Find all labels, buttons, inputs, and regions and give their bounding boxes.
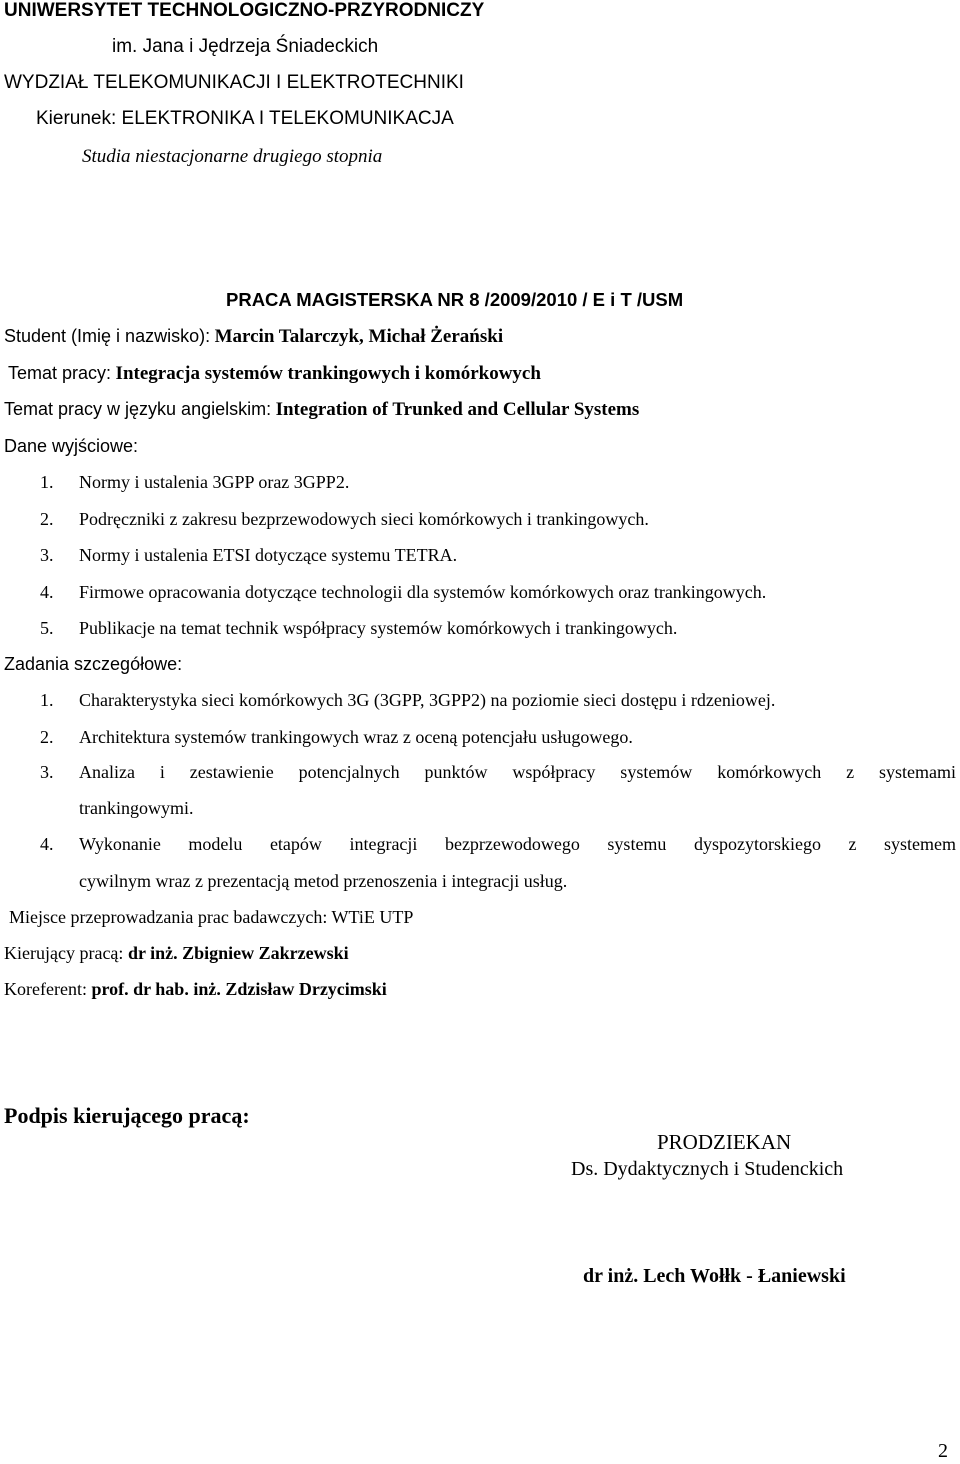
input-item-number: 4. (40, 582, 54, 602)
input-item-number: 2. (40, 509, 54, 529)
supervisor-label: Kierujący pracą: (4, 943, 124, 963)
task-item-text: Wykonanie modelu etapów integracji bezprzewodowego systemu dyspozytorskiego z systemem (79, 834, 956, 854)
topic-en-label: Temat pracy w języku angielskim: (4, 399, 272, 419)
student-names: Marcin Talarczyk, Michał Żerański (214, 326, 504, 347)
task-item-continuation: trankingowymi. (79, 798, 194, 818)
field-of-study: Kierunek: ELEKTRONIKA I TELEKOMUNIKACJA (36, 108, 454, 129)
thesis-number: PRACA MAGISTERSKA NR 8 /2009/2010 / E i T /USM (226, 289, 684, 310)
supervisor-name: dr inż. Zbigniew Zakrzewski (127, 943, 349, 963)
page-number: 2 (938, 1440, 948, 1462)
input-item-number: 3. (40, 545, 54, 565)
dean-name: dr inż. Lech Wołłk - Łaniewski (583, 1265, 846, 1287)
student-label: Student (Imię i nazwisko): (4, 326, 211, 346)
input-item-text: Publikacje na temat technik współpracy systemów komórkowych i trankingowych. (79, 618, 678, 638)
reviewer-label: Koreferent: (4, 979, 87, 999)
dean-subtitle: Ds. Dydaktycznych i Studenckich (571, 1158, 844, 1180)
topic-value: Integracja systemów trankingowych i komórkowych (115, 363, 541, 384)
supervisor-line (4, 943, 349, 964)
student-line (4, 326, 503, 348)
input-item-text: Firmowe opracowania dotyczące technologii dla systemów komórkowych oraz trankingowych. (79, 582, 767, 602)
tasks-label: Zadania szczegółowe: (4, 654, 183, 674)
task-item-number: 1. (40, 690, 54, 710)
university-patron: im. Jana i Jędrzeja Śniadeckich (112, 36, 379, 57)
research-place-label: Miejsce przeprowadzania prac badawczych: (9, 907, 328, 927)
topic-line (8, 363, 541, 385)
input-item-number: 1. (40, 472, 54, 492)
dean-title: PRODZIEKAN (657, 1130, 792, 1154)
topic-en-value: Integration of Trunked and Cellular Systems (275, 399, 640, 420)
task-item-text: Charakterystyka sieci komórkowych 3G (3GPP, 3GPP2) na poziomie sieci dostępu i rdzeniowej. (79, 690, 776, 710)
input-data-label: Dane wyjściowe: (4, 436, 139, 456)
faculty-name: WYDZIAŁ TELEKOMUNIKACJI I ELEKTROTECHNIKI (4, 72, 464, 93)
task-item-number: 3. (40, 762, 54, 782)
reviewer-name: prof. dr hab. inż. Zdzisław Drzycimski (91, 979, 387, 999)
task-item-text: Analiza i zestawienie potencjalnych punktów współpracy systemów komórkowych z systemami (79, 762, 956, 782)
input-item-text: Normy i ustalenia ETSI dotyczące systemu TETRA. (79, 545, 458, 565)
topic-en-line (4, 399, 639, 421)
university-name: UNIWERSYTET TECHNOLOGICZNO-PRZYRODNICZY (4, 0, 485, 21)
topic-label: Temat pracy: (8, 363, 112, 383)
input-item-text: Normy i ustalenia 3GPP oraz 3GPP2. (79, 472, 350, 492)
study-mode: Studia niestacjonarne drugiego stopnia (82, 146, 383, 167)
input-item-text: Podręczniki z zakresu bezprzewodowych sieci komórkowych i trankingowych. (79, 509, 649, 529)
task-item-number: 2. (40, 727, 54, 747)
research-place-line (9, 907, 413, 928)
supervisor-signature-label: Podpis kierującego pracą: (4, 1103, 250, 1128)
task-item-number: 4. (40, 834, 54, 854)
task-item-text: Architektura systemów trankingowych wraz z oceną potencjału usługowego. (79, 727, 633, 747)
task-item-continuation: cywilnym wraz z prezentacją metod przenoszenia i integracji usług. (79, 871, 568, 891)
research-place-value: WTiE UTP (331, 907, 414, 927)
input-item-number: 5. (40, 618, 54, 638)
reviewer-line (4, 979, 387, 1000)
